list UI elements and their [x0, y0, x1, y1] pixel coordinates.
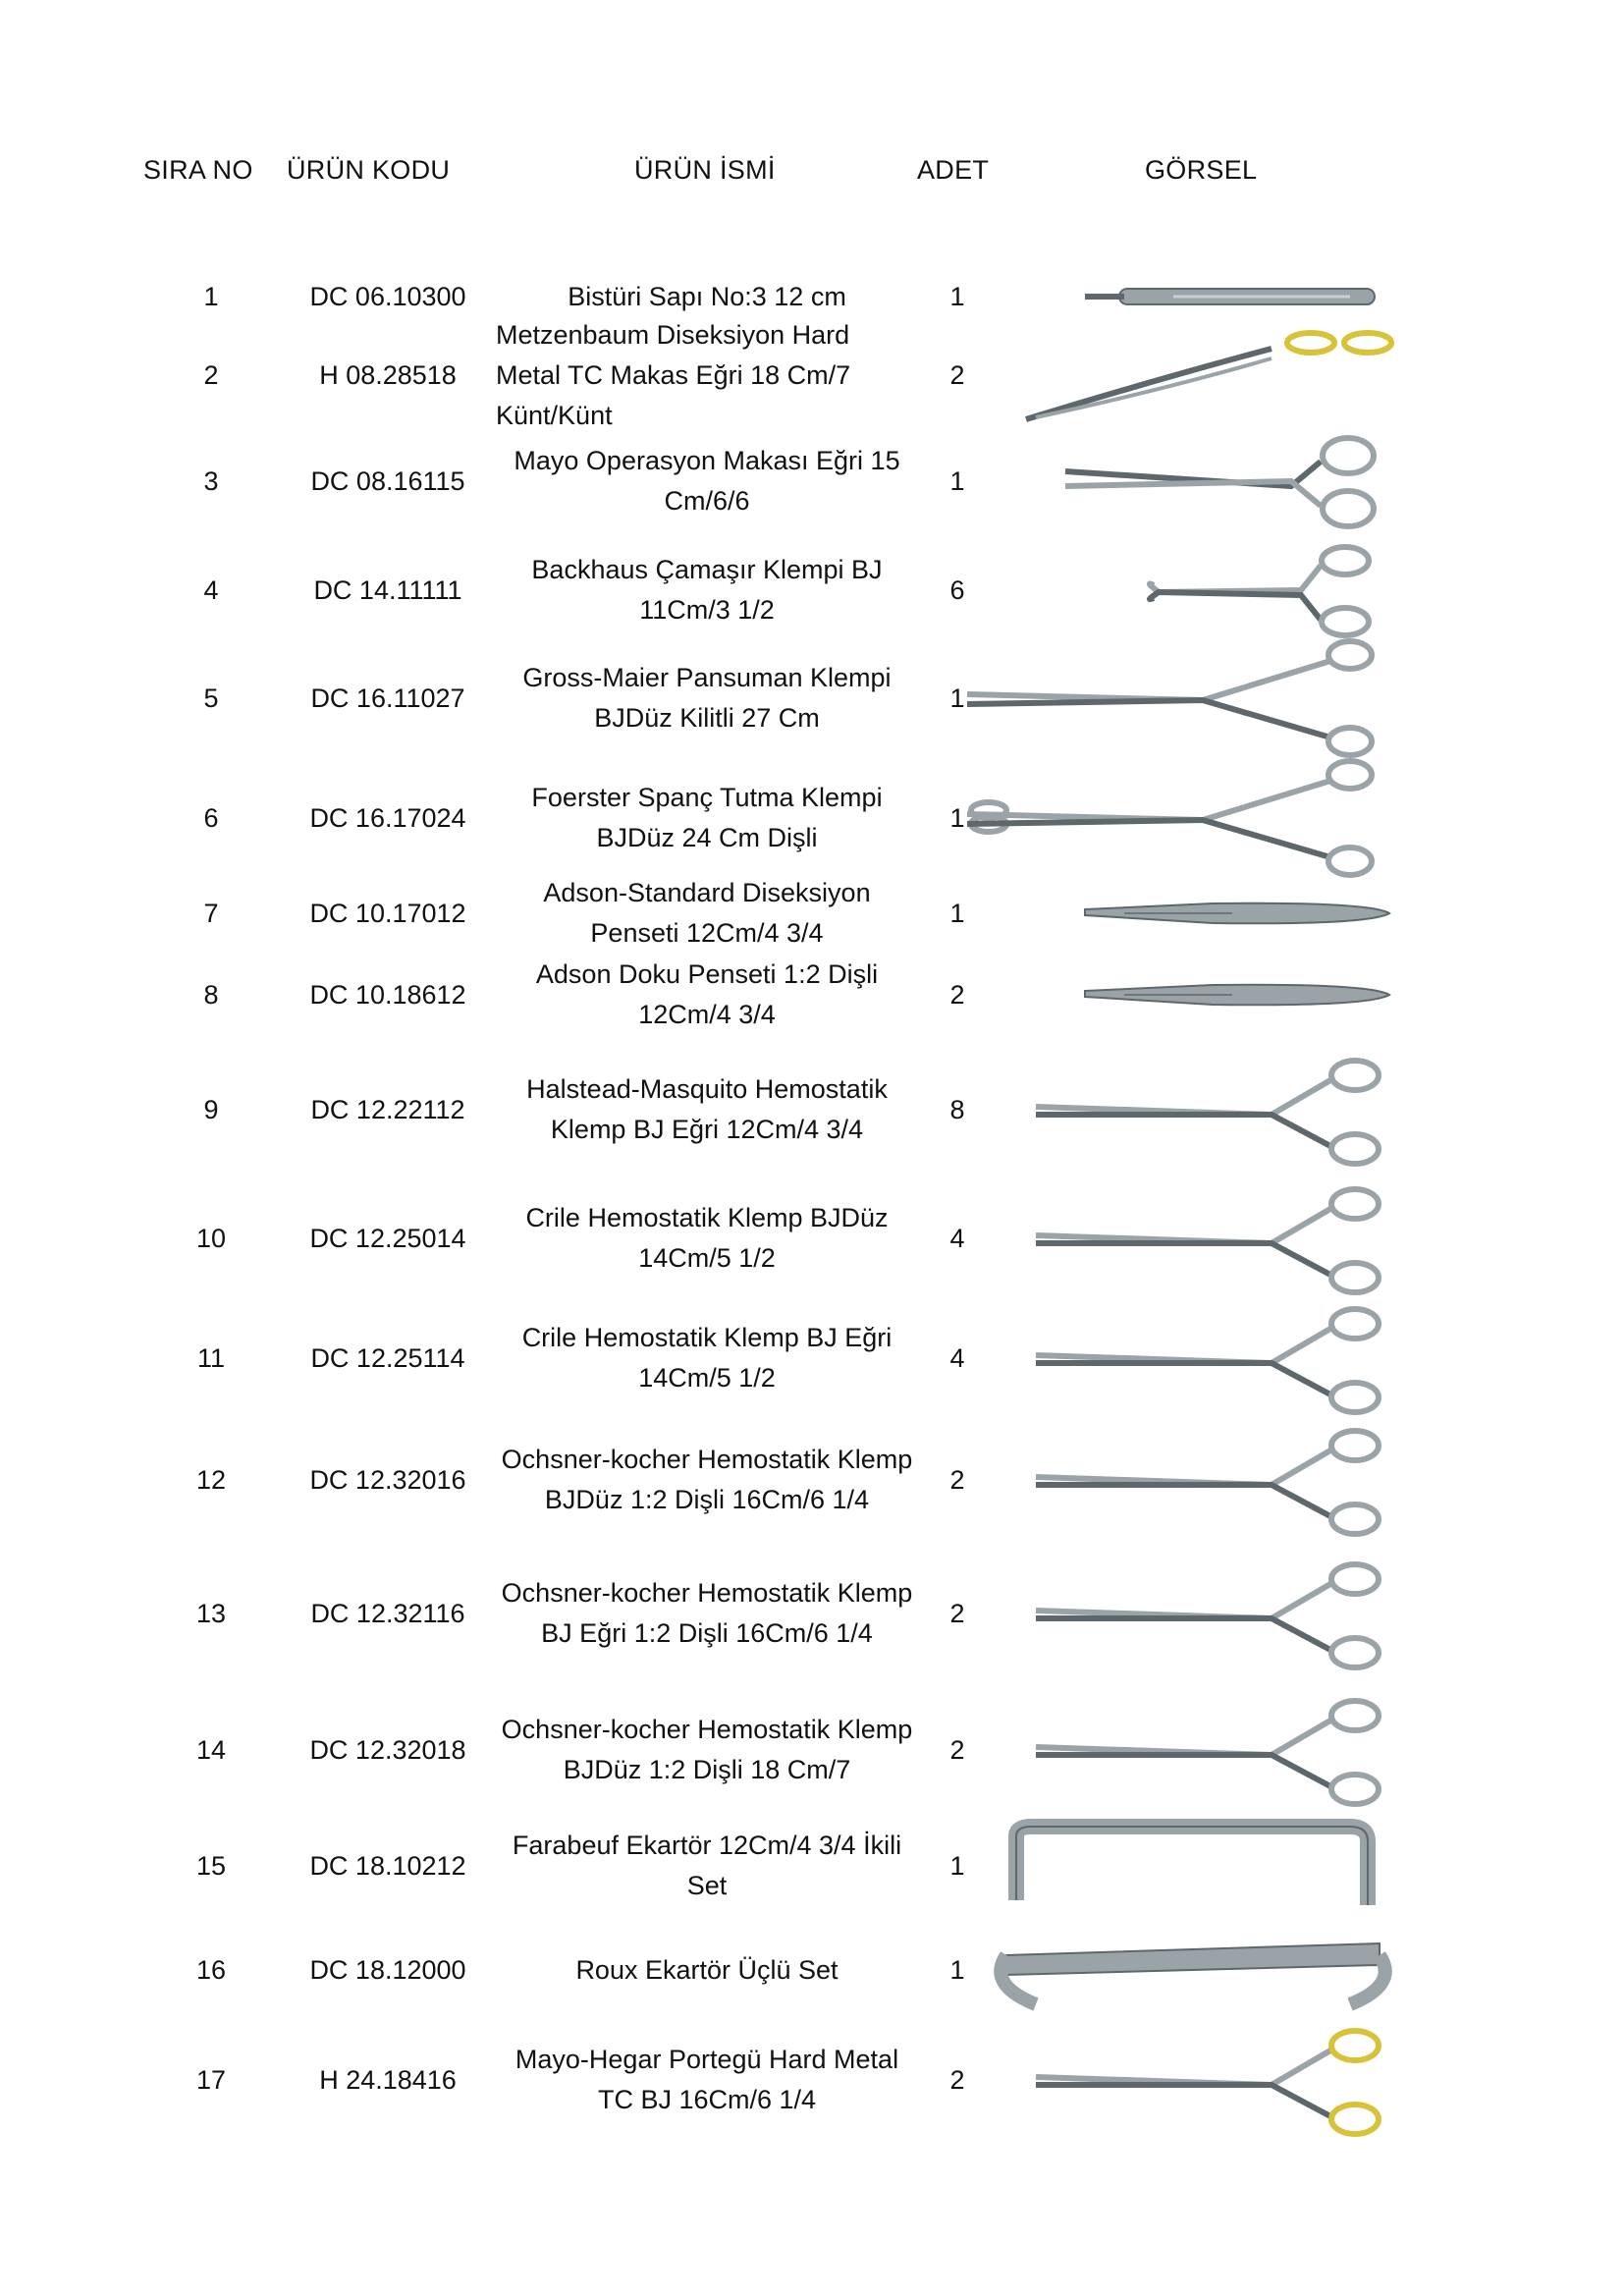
header-gorsel: GÖRSEL — [1145, 155, 1258, 185]
product-code: H 24.18416 — [319, 2064, 457, 2095]
header-urun-ismi: ÜRÜN İSMİ — [634, 155, 776, 185]
product-code: DC 10.18612 — [309, 979, 466, 1010]
quantity: 1 — [949, 802, 965, 833]
hemostat-icon — [977, 1559, 1409, 1667]
row-number: 11 — [196, 1342, 226, 1373]
row-number: 3 — [203, 465, 219, 496]
dressing-forceps-icon — [977, 639, 1409, 757]
product-name: Ochsner-kocher Hemostatik Klemp BJDüz 1:2 Dişli 18 Cm/7 — [501, 1715, 913, 1784]
product-name: Farabeuf Ekartör 12Cm/4 3/4 İkili Set — [512, 1831, 902, 1900]
quantity: 2 — [949, 979, 965, 1010]
row-number: 14 — [195, 1734, 227, 1765]
product-code: DC 06.10300 — [309, 281, 466, 311]
product-name: Crile Hemostatik Klemp BJ Eğri 14Cm/5 1/2 — [521, 1323, 893, 1393]
product-name: Foerster Spanç Tutma Klempi BJDüz 24 Cm Dişli — [531, 783, 883, 852]
product-code: DC 12.32018 — [309, 1734, 466, 1765]
product-name: Adson-Standard Diseksiyon Penseti 12Cm/4 3/4 — [543, 878, 871, 948]
product-name: Ochsner-kocher Hemostatik Klemp BJDüz 1:2 Dişli 16Cm/6 1/4 — [501, 1445, 913, 1514]
product-code: DC 18.12000 — [309, 1954, 466, 1985]
product-name: Crile Hemostatik Klemp BJDüz 14Cm/5 1/2 — [525, 1203, 889, 1273]
gold-scissors-icon — [977, 321, 1409, 429]
row-number: 8 — [203, 979, 219, 1010]
product-code: DC 16.11027 — [310, 683, 465, 713]
quantity: 1 — [949, 1850, 965, 1881]
row-number: 17 — [195, 2064, 227, 2095]
row-number: 10 — [195, 1223, 227, 1253]
row-number: 1 — [203, 281, 219, 311]
quantity: 4 — [949, 1223, 965, 1253]
row-number: 12 — [195, 1464, 227, 1495]
product-name: Gross-Maier Pansuman Klempi BJDüz Kilitli 27 Cm — [522, 663, 892, 733]
header-adet: ADET — [917, 155, 990, 185]
hemostat-icon — [977, 1696, 1409, 1804]
product-code: DC 14.11111 — [313, 574, 462, 605]
product-name: Adson Doku Penseti 1:2 Dişli 12Cm/4 3/4 — [535, 959, 879, 1029]
product-code: DC 12.25114 — [310, 1342, 465, 1373]
mosquito-clamp-icon — [977, 1056, 1409, 1164]
quantity: 2 — [949, 359, 965, 390]
product-code: DC 12.32016 — [309, 1464, 466, 1495]
quantity: 2 — [949, 2064, 965, 2095]
header-sira-no: SIRA NO — [143, 155, 253, 185]
quantity: 1 — [949, 1954, 965, 1985]
product-code: DC 12.25014 — [309, 1223, 466, 1253]
quantity: 1 — [949, 465, 965, 496]
scissors-icon — [977, 427, 1409, 535]
product-name: Metzenbaum Diseksiyon Hard Metal TC Makas Eğri 18 Cm/7 Künt/Künt — [496, 319, 851, 430]
quantity: 1 — [949, 683, 965, 713]
product-code: DC 08.16115 — [310, 465, 465, 496]
quantity: 1 — [949, 281, 965, 311]
product-code: DC 12.32116 — [310, 1598, 465, 1628]
quantity: 4 — [949, 1342, 965, 1373]
product-code: H 08.28518 — [319, 359, 457, 390]
tissue-tweezers-icon — [977, 941, 1409, 1049]
row-number: 7 — [203, 898, 219, 928]
quantity: 2 — [949, 1734, 965, 1765]
product-name: Halstead-Masquito Hemostatik Klemp BJ Eğri 12Cm/4 3/4 — [526, 1074, 888, 1144]
quantity: 2 — [949, 1464, 965, 1495]
product-code: DC 12.22112 — [310, 1094, 465, 1124]
product-code: DC 10.17012 — [309, 898, 466, 928]
product-code: DC 16.17024 — [309, 802, 466, 833]
product-name: Mayo Operasyon Makası Eğri 15 Cm/6/6 — [514, 446, 900, 516]
row-number: 16 — [195, 1954, 227, 1985]
product-name: Backhaus Çamaşır Klempi BJ 11Cm/3 1/2 — [531, 555, 883, 625]
header-urun-kodu: ÜRÜN KODU — [287, 155, 451, 185]
product-name: Roux Ekartör Üçlü Set — [575, 1954, 839, 1985]
product-name: Mayo-Hegar Portegü Hard Metal TC BJ 16Cm/6 1/4 — [514, 2045, 899, 2114]
hemostat-icon — [977, 1426, 1409, 1534]
row-number: 4 — [203, 574, 219, 605]
quantity: 2 — [949, 1598, 965, 1628]
hemostat-icon — [977, 1184, 1409, 1292]
row-number: 2 — [203, 359, 219, 390]
product-name: Bistüri Sapı No:3 12 cm — [568, 281, 846, 311]
hemostat-icon — [977, 1304, 1409, 1412]
towel-clamp-icon — [977, 536, 1409, 644]
row-number: 5 — [203, 683, 219, 713]
gold-needle-holder-icon — [977, 2026, 1409, 2134]
quantity: 1 — [949, 898, 965, 928]
row-number: 13 — [195, 1598, 227, 1628]
product-name: Ochsner-kocher Hemostatik Klemp BJ Eğri 1:2 Dişli 16Cm/6 1/4 — [501, 1578, 913, 1648]
row-number: 9 — [203, 1094, 219, 1124]
row-number: 6 — [203, 802, 219, 833]
product-code: DC 18.10212 — [309, 1850, 466, 1881]
quantity: 6 — [949, 574, 965, 605]
quantity: 8 — [949, 1094, 965, 1124]
retractor-icon — [977, 1812, 1409, 1920]
roux-retractor-icon — [977, 1916, 1409, 2024]
row-number: 15 — [195, 1850, 227, 1881]
